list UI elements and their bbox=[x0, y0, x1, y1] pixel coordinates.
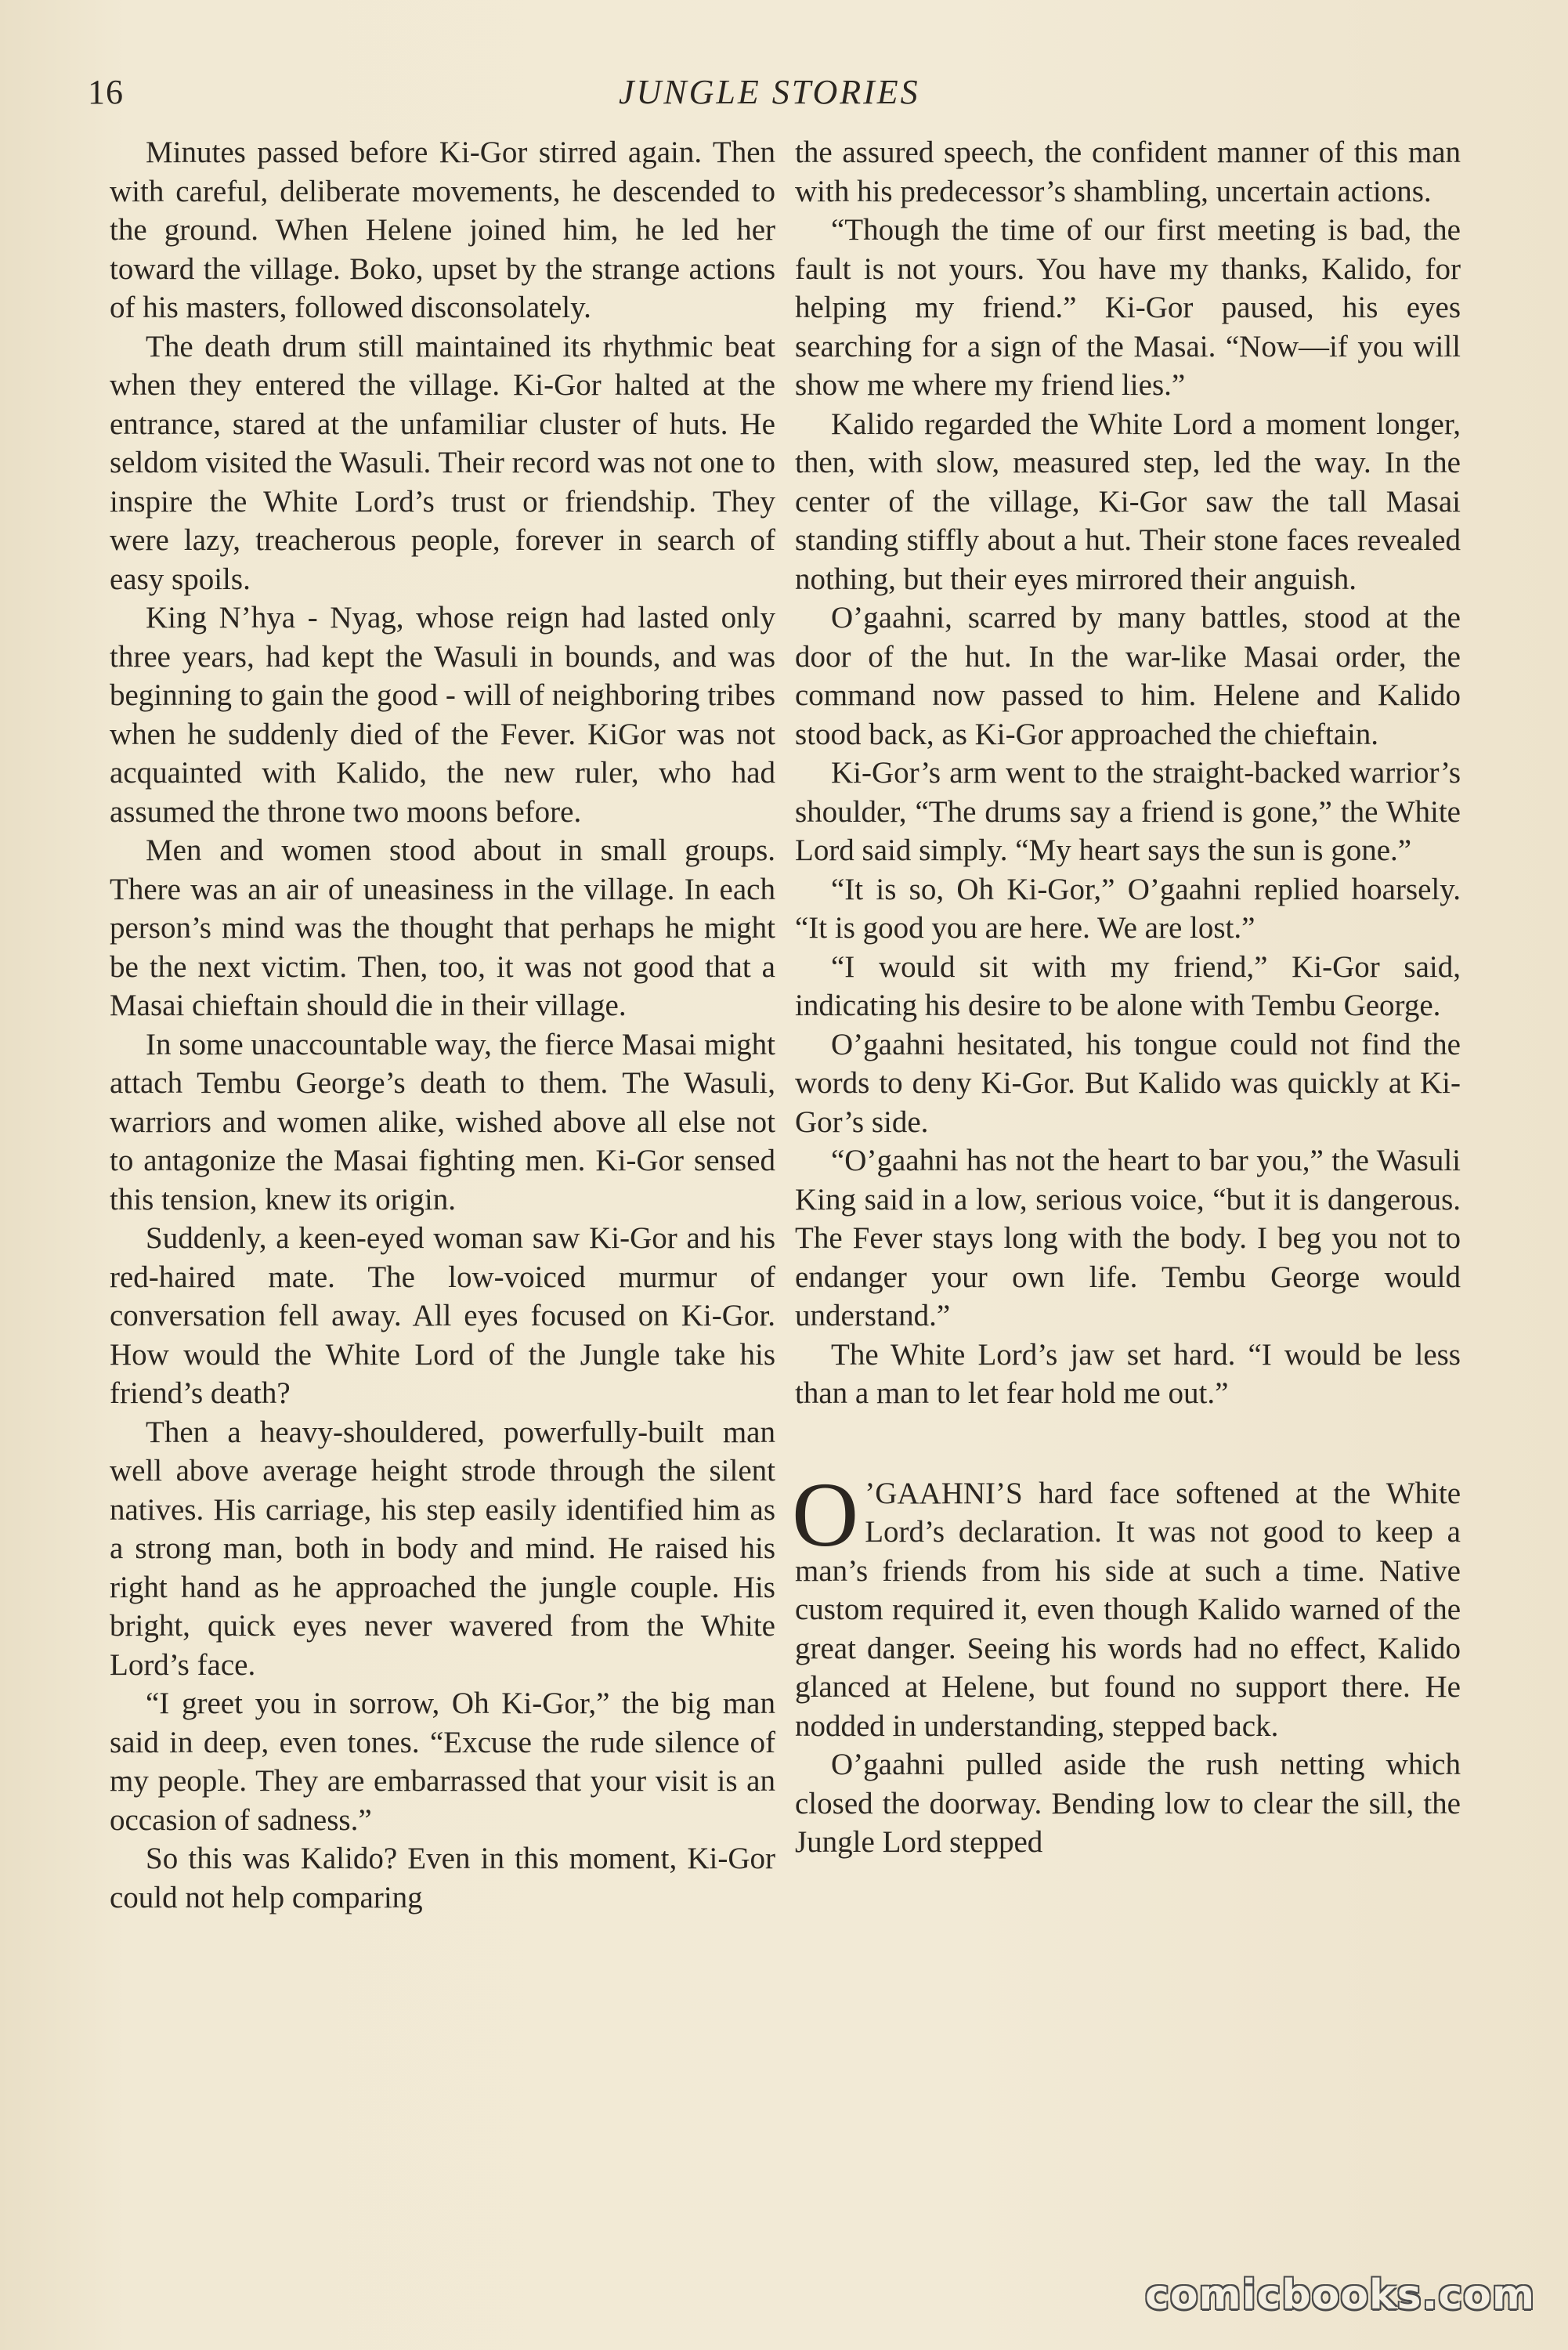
section-break bbox=[795, 1413, 1461, 1474]
paragraph: The death drum still maintained its rhythmic beat when they entered the village. Ki-Gor halted at the entrance, stared at the unfamiliar cluster of huts. He seldom visited the Wasuli. Their record was not one to inspire the White Lord’s trust or friendship. They were lazy, treacherous people, forever in search of easy spoils. bbox=[110, 329, 775, 596]
paragraph: “O’gaahni has not the heart to bar you,” the Wasuli King said in a low, serious voice, “but it is dangerous. The Fever stays long with the body. I beg you not to endanger your own life. Tembu George would understand.” bbox=[795, 1144, 1461, 1332]
running-title: JUNGLE STORIES bbox=[619, 73, 920, 111]
paragraph: “I would sit with my friend,” Ki-Gor said, indicating his desire to be alone with Tembu George. bbox=[795, 949, 1461, 1022]
section-opening-paragraph bbox=[792, 1462, 1461, 1746]
paragraph: In some unaccountable way, the fierce Masai might attach Tembu George’s death to them. The Wasuli, warriors and women alike, wished above all else not to antagonize the Masai fighting men. Ki-Gor sensed this tension, knew its origin. bbox=[110, 1027, 775, 1217]
paragraph: O’gaahni, scarred by many battles, stood at the door of the hut. In the war-like Masai order, the command now passed to him. Helene and Kalido stood back, as Ki-Gor approached the chieftain. bbox=[795, 601, 1461, 751]
paragraph: Suddenly, a keen-eyed woman saw Ki-Gor and his red-haired mate. The low-voiced murmur of conversation fell away. All eyes focused on Ki-Gor. How would the White Lord of the Jungle take his friend’s death? bbox=[110, 1221, 775, 1410]
paragraph: the assured speech, the confident manner of this man with his predecessor’s shambling, uncertain actions. bbox=[795, 136, 1461, 208]
left-column bbox=[110, 133, 775, 1917]
paragraph: King N’hya - Nyag, whose reign had lasted only three years, had kept the Wasuli in bounds, and was beginning to gain the good - will of neighboring tribes when he suddenly died of the Fever. KiGor was not acquainted with Kalido, the new ruler, who had assumed the throne two moons before. bbox=[110, 601, 775, 829]
paragraph: “I greet you in sorrow, Oh Ki-Gor,” the big man said in deep, even tones. “Excuse the rude silence of my people. They are embarrassed that your visit is an occasion of sadness.” bbox=[110, 1687, 775, 1837]
paragraph: Minutes passed before Ki-Gor stirred again. Then with careful, deliberate movements, he descended to the ground. When Helene joined him, he led her toward the village. Boko, upset by the strange actions of his masters, followed disconsolately. bbox=[110, 136, 775, 324]
paragraph: “It is so, Oh Ki-Gor,” O’gaahni replied hoarsely. “It is good you are here. We are lost.” bbox=[795, 872, 1461, 945]
page-header bbox=[0, 72, 1568, 127]
paragraph: Then a heavy-shouldered, powerfully-built man well above average height strode through the silent natives. His carriage, his step easily identified him as a strong man, both in body and mind. He raised his right hand as he approached the jungle couple. His bright, quick eyes never wavered from the White Lord’s face. bbox=[110, 1415, 775, 1682]
paragraph: O’gaahni hesitated, his tongue could not find the words to deny Ki-Gor. But Kalido was quickly at Ki-Gor’s side. bbox=[795, 1027, 1461, 1139]
paragraph: Kalido regarded the White Lord a moment longer, then, with slow, measured step, led the way. In the center of the village, Ki-Gor saw the tall Masai standing stiffly about a hut. Their stone faces revealed nothing, but their eyes mirrored their anguish. bbox=[795, 407, 1461, 596]
right-column bbox=[792, 133, 1461, 1862]
watermark-logo: comicbooks.com bbox=[1145, 2272, 1536, 2319]
paragraph: O’gaahni pulled aside the rush netting which closed the doorway. Bending low to clear the sill, the Jungle Lord stepped bbox=[795, 1748, 1461, 1859]
paragraph: “Though the time of our first meeting is bad, the fault is not yours. You have my thanks, Kalido, for helping my friend.” Ki-Gor paused, his eyes searching for a sign of the Masai. “Now—if you will show me where my friend lies.” bbox=[795, 213, 1461, 402]
paragraph: So this was Kalido? Even in this moment, Ki-Gor could not help comparing bbox=[110, 1842, 775, 1914]
paragraph: The White Lord’s jaw set hard. “I would be less than a man to let fear hold me out.” bbox=[795, 1337, 1461, 1410]
paragraph: Ki-Gor’s arm went to the straight-backed warrior’s shoulder, “The drums say a friend is gone,” the White Lord said simply. “My heart says the sun is gone.” bbox=[795, 756, 1461, 867]
drop-cap: O bbox=[792, 1462, 859, 1566]
section-opening-text: ’GAAHNI’S hard face softened at the White Lord’s declaration. It was not good to keep a man’s friends from his side at such a time. Native custom required it, even though Kalido warned of the great danger. Seeing his words had no effect, Kalido glanced at Helene, but found no support there. He nodded in understanding, stepped back. bbox=[795, 1476, 1461, 1743]
paragraph: Men and women stood about in small groups. There was an air of uneasiness in the village. In each person’s mind was the thought that perhaps he might be the next victim. Then, too, it was not good that a Masai chieftain should die in their village. bbox=[110, 833, 775, 1022]
page-number: 16 bbox=[88, 73, 124, 111]
